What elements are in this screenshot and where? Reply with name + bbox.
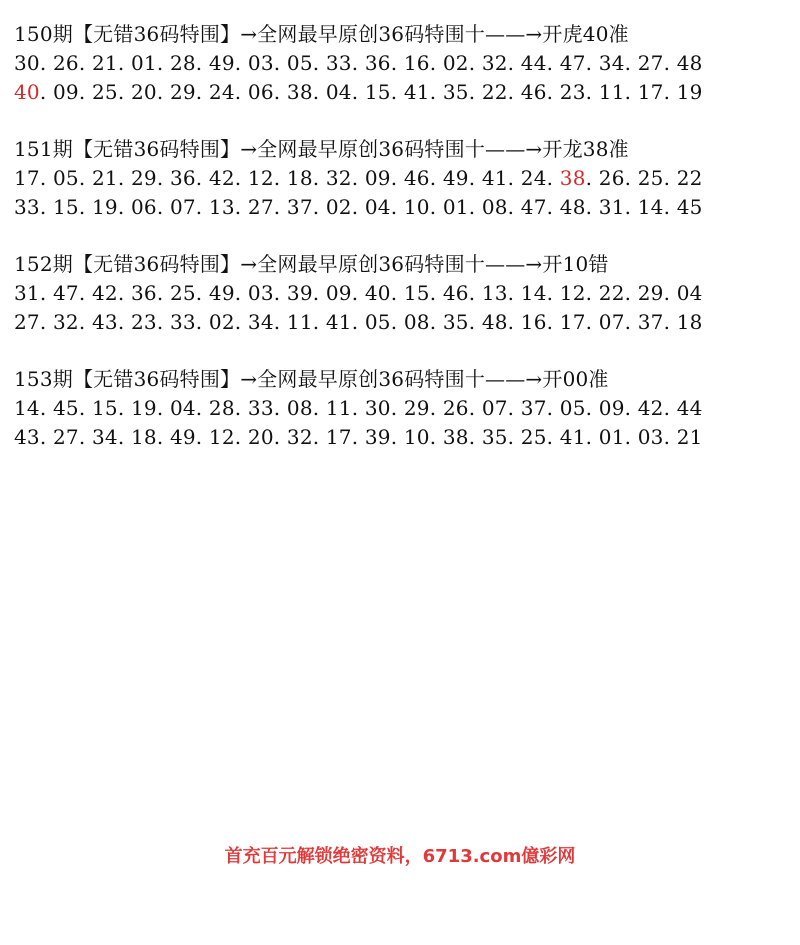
number: 38 xyxy=(442,425,469,449)
number: 05 xyxy=(52,166,79,190)
number: 29 xyxy=(130,166,157,190)
number: 11 xyxy=(598,80,625,104)
number: 35 xyxy=(481,425,508,449)
entry-title: 152期【无错36码特围】→全网最早原创36码特围十——→开10错 xyxy=(14,252,609,276)
number: 37 xyxy=(520,396,547,420)
number: 37 xyxy=(637,310,664,334)
number: 25 xyxy=(91,80,118,104)
number: 01 xyxy=(130,51,157,75)
number: 49 xyxy=(208,281,235,305)
number-row: 43. 27. 34. 18. 49. 12. 20. 32. 17. 39. 10. 38. 35. 25. 41. 01. 03. 21 xyxy=(14,425,703,449)
entry-title: 153期【无错36码特围】→全网最早原创36码特围十——→开00准 xyxy=(14,367,609,391)
number: 10 xyxy=(403,195,430,219)
number: 32 xyxy=(325,166,352,190)
number: 45 xyxy=(676,195,703,219)
number: 43 xyxy=(14,425,40,449)
number: 03 xyxy=(247,281,274,305)
number: 39 xyxy=(286,281,313,305)
number: 05 xyxy=(559,396,586,420)
number: 27 xyxy=(637,51,664,75)
number: 08 xyxy=(481,195,508,219)
number: 23 xyxy=(559,80,586,104)
number: 16 xyxy=(520,310,547,334)
number: 48 xyxy=(559,195,586,219)
number: 21 xyxy=(676,425,703,449)
number: 45 xyxy=(52,396,79,420)
number: 04 xyxy=(676,281,703,305)
number: 34 xyxy=(91,425,118,449)
number: 13 xyxy=(208,195,235,219)
number: 35 xyxy=(442,310,469,334)
number: 09 xyxy=(325,281,352,305)
number: 04 xyxy=(364,195,391,219)
number-row: 30. 26. 21. 01. 28. 49. 03. 05. 33. 36. 16. 02. 32. 44. 47. 34. 27. 48 xyxy=(14,51,703,75)
number: 41 xyxy=(403,80,430,104)
number: 29 xyxy=(169,80,196,104)
number: 13 xyxy=(481,281,508,305)
number: 27 xyxy=(14,310,40,334)
number: 04 xyxy=(169,396,196,420)
number: 17 xyxy=(14,166,40,190)
number: 25 xyxy=(169,281,196,305)
number-row: 27. 32. 43. 23. 33. 02. 34. 11. 41. 05. 08. 35. 48. 16. 17. 07. 37. 18 xyxy=(14,310,703,334)
entry-title: 150期【无错36码特围】→全网最早原创36码特围十——→开虎40准 xyxy=(14,22,629,46)
number: 48 xyxy=(676,51,703,75)
number: 26 xyxy=(52,51,79,75)
number: 21 xyxy=(91,166,118,190)
number: 02 xyxy=(208,310,235,334)
number: 18 xyxy=(676,310,703,334)
number-row: 40. 09. 25. 20. 29. 24. 06. 38. 04. 15. 41. 35. 22. 46. 23. 11. 17. 19 xyxy=(14,80,703,104)
number: 25 xyxy=(520,425,547,449)
number: 08 xyxy=(286,396,313,420)
number: 49 xyxy=(208,51,235,75)
number: 18 xyxy=(286,166,313,190)
number: 29 xyxy=(637,281,664,305)
number: 36 xyxy=(169,166,196,190)
number: 12 xyxy=(247,166,274,190)
number: 41 xyxy=(325,310,352,334)
number: 02 xyxy=(325,195,352,219)
number: 03 xyxy=(637,425,664,449)
promo-footer: 首充百元解锁绝密资料，6713.com億彩网 xyxy=(224,846,576,867)
number: 04 xyxy=(325,80,352,104)
number: 15 xyxy=(364,80,391,104)
number: 11 xyxy=(286,310,313,334)
number: 27 xyxy=(52,425,79,449)
entry-151 xyxy=(14,135,794,222)
number: 01 xyxy=(598,425,625,449)
number: 09 xyxy=(52,80,79,104)
number: 41 xyxy=(559,425,586,449)
number: 32 xyxy=(286,425,313,449)
number: 35 xyxy=(442,80,469,104)
number: 32 xyxy=(52,310,79,334)
number: 46 xyxy=(520,80,547,104)
number: 49 xyxy=(169,425,196,449)
prediction-list xyxy=(14,20,794,480)
number: 09 xyxy=(364,166,391,190)
number: 14 xyxy=(637,195,664,219)
number: 19 xyxy=(130,396,157,420)
entry-152 xyxy=(14,250,794,337)
number: 36 xyxy=(364,51,391,75)
number: 15 xyxy=(52,195,79,219)
number: 07 xyxy=(481,396,508,420)
number: 46 xyxy=(442,281,469,305)
number: 32 xyxy=(481,51,508,75)
number: 47 xyxy=(520,195,547,219)
number: 42 xyxy=(91,281,118,305)
number-row: 33. 15. 19. 06. 07. 13. 27. 37. 02. 04. 10. 01. 08. 47. 48. 31. 14. 45 xyxy=(14,195,703,219)
number: 02 xyxy=(442,51,469,75)
number: 15 xyxy=(91,396,118,420)
number: 01 xyxy=(442,195,469,219)
number: 44 xyxy=(520,51,547,75)
number: 07 xyxy=(598,310,625,334)
number: 20 xyxy=(130,80,157,104)
number: 09 xyxy=(598,396,625,420)
number: 11 xyxy=(325,396,352,420)
number: 34 xyxy=(598,51,625,75)
entry-title: 151期【无错36码特围】→全网最早原创36码特围十——→开龙38准 xyxy=(14,137,629,161)
number: 33 xyxy=(14,195,40,219)
number: 33 xyxy=(325,51,352,75)
number: 39 xyxy=(364,425,391,449)
number: 17 xyxy=(637,80,664,104)
number: 47 xyxy=(52,281,79,305)
number: 25 xyxy=(637,166,664,190)
entry-153 xyxy=(14,365,794,452)
number: 27 xyxy=(247,195,274,219)
winning-number: 38 xyxy=(559,166,586,190)
number: 15 xyxy=(403,281,430,305)
number: 46 xyxy=(403,166,430,190)
number: 26 xyxy=(442,396,469,420)
number: 28 xyxy=(169,51,196,75)
number: 31 xyxy=(14,281,40,305)
number: 43 xyxy=(91,310,118,334)
number: 47 xyxy=(559,51,586,75)
number: 14 xyxy=(520,281,547,305)
number: 18 xyxy=(130,425,157,449)
number: 12 xyxy=(559,281,586,305)
number: 23 xyxy=(130,310,157,334)
number: 24 xyxy=(208,80,235,104)
number: 28 xyxy=(208,396,235,420)
number: 22 xyxy=(481,80,508,104)
number: 19 xyxy=(676,80,703,104)
number: 10 xyxy=(403,425,430,449)
number: 24 xyxy=(520,166,547,190)
number: 05 xyxy=(286,51,313,75)
number: 49 xyxy=(442,166,469,190)
number: 08 xyxy=(403,310,430,334)
number: 16 xyxy=(403,51,430,75)
number-row: 14. 45. 15. 19. 04. 28. 33. 08. 11. 30. 29. 26. 07. 37. 05. 09. 42. 44 xyxy=(14,396,703,420)
number: 19 xyxy=(91,195,118,219)
number: 37 xyxy=(286,195,313,219)
number: 34 xyxy=(247,310,274,334)
number: 20 xyxy=(247,425,274,449)
number: 22 xyxy=(676,166,703,190)
number: 40 xyxy=(364,281,391,305)
number: 33 xyxy=(247,396,274,420)
number: 07 xyxy=(169,195,196,219)
entry-150 xyxy=(14,20,794,107)
number: 48 xyxy=(481,310,508,334)
number: 38 xyxy=(286,80,313,104)
number: 33 xyxy=(169,310,196,334)
number: 17 xyxy=(559,310,586,334)
number: 42 xyxy=(637,396,664,420)
number: 21 xyxy=(91,51,118,75)
number-row: 17. 05. 21. 29. 36. 42. 12. 18. 32. 09. 46. 49. 41. 24. 38. 26. 25. 22 xyxy=(14,166,703,190)
number: 14 xyxy=(14,396,40,420)
number: 42 xyxy=(208,166,235,190)
number: 31 xyxy=(598,195,625,219)
number: 12 xyxy=(208,425,235,449)
number: 22 xyxy=(598,281,625,305)
number: 06 xyxy=(247,80,274,104)
number: 05 xyxy=(364,310,391,334)
number-row: 31. 47. 42. 36. 25. 49. 03. 39. 09. 40. 15. 46. 13. 14. 12. 22. 29. 04 xyxy=(14,281,703,305)
number: 06 xyxy=(130,195,157,219)
number: 44 xyxy=(676,396,703,420)
number: 29 xyxy=(403,396,430,420)
number: 41 xyxy=(481,166,508,190)
number: 17 xyxy=(325,425,352,449)
winning-number: 40 xyxy=(14,80,40,104)
number: 30 xyxy=(14,51,40,75)
number: 36 xyxy=(130,281,157,305)
number: 03 xyxy=(247,51,274,75)
number: 26 xyxy=(598,166,625,190)
number: 30 xyxy=(364,396,391,420)
